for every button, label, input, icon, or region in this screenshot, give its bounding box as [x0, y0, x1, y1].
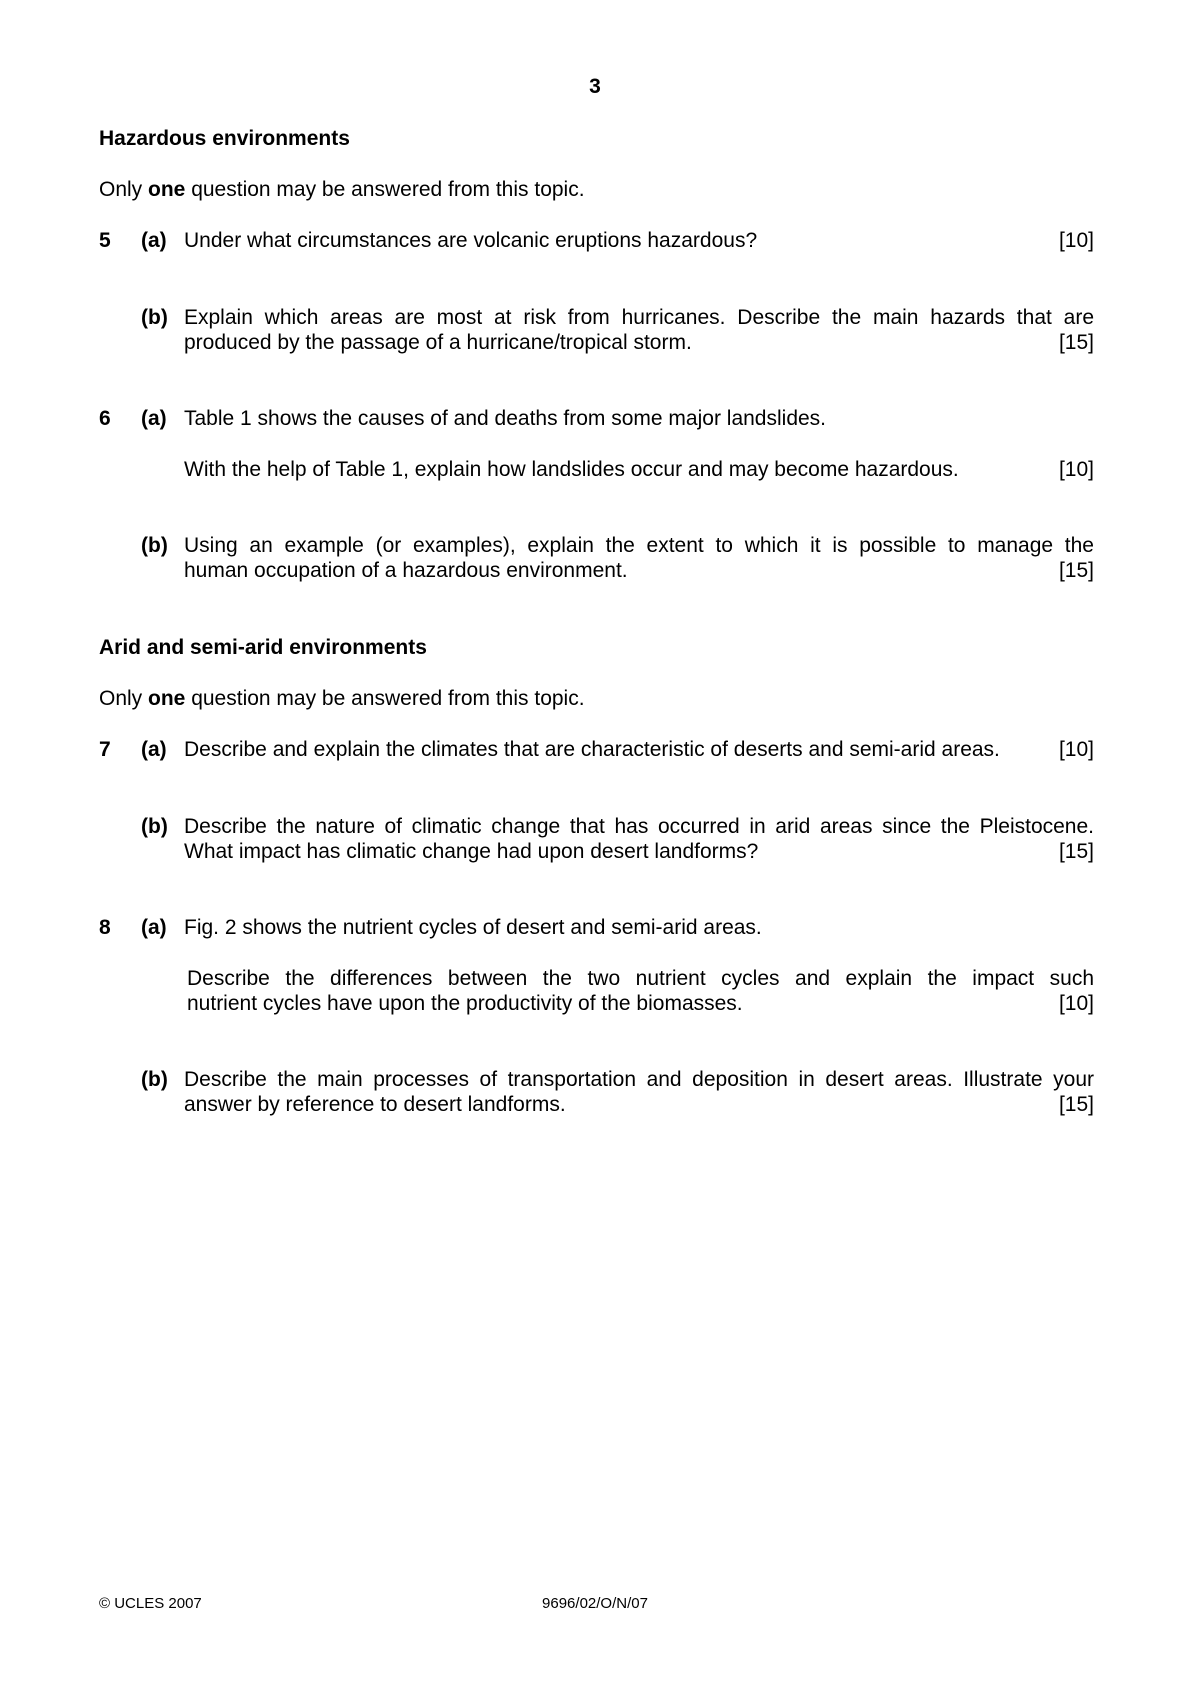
question-text: Describe the nature of climatic change that has occurred in arid areas since the Pleistocene. [184, 815, 1094, 838]
question-5a [184, 228, 1094, 253]
question-text: Using an example (or examples), explain the extent to which it is possible to manage the [184, 534, 1094, 557]
question-text: Describe the main processes of transportation and deposition in desert areas. Illustrate your [184, 1068, 1094, 1091]
intro-text: question may be answered from this topic. [185, 178, 585, 201]
part-label: (b) [141, 306, 168, 329]
question-6a-stem: Table 1 shows the causes of and deaths from some major landslides. [184, 407, 827, 430]
intro-text: Only [99, 178, 149, 201]
part-label: (b) [141, 815, 168, 838]
question-8b [184, 1067, 1094, 1117]
question-5b [184, 305, 1094, 355]
question-text: With the help of Table 1, explain how landslides occur and may become hazardous. [184, 458, 959, 481]
part-label: (a) [141, 916, 167, 939]
marks: [10] [1058, 458, 1094, 481]
question-8a [187, 966, 1094, 1016]
marks: [10] [1058, 992, 1094, 1015]
marks: [10] [1058, 229, 1094, 252]
question-number: 8 [99, 916, 111, 939]
part-label: (a) [141, 738, 167, 761]
question-text: human occupation of a hazardous environment. [184, 559, 628, 582]
footer-copyright: © UCLES 2007 [99, 1595, 202, 1612]
question-text: nutrient cycles have upon the productivity of the biomasses. [187, 992, 743, 1015]
intro-emphasis: one [148, 178, 186, 201]
page-number: 3 [589, 75, 601, 98]
question-text: What impact has climatic change had upon desert landforms? [184, 840, 759, 863]
question-number: 6 [99, 407, 111, 430]
footer-code: 9696/02/O/N/07 [542, 1595, 648, 1612]
question-text: Describe and explain the climates that are characteristic of deserts and semi-arid areas. [184, 738, 1000, 761]
marks: [15] [1058, 331, 1094, 354]
intro-text: Only [99, 687, 149, 710]
question-8a-stem: Fig. 2 shows the nutrient cycles of desert and semi-arid areas. [184, 916, 762, 939]
marks: [15] [1058, 840, 1094, 863]
question-text: answer by reference to desert landforms. [184, 1093, 566, 1116]
part-label: (a) [141, 407, 167, 430]
section-intro [99, 686, 585, 711]
part-label: (b) [141, 1068, 168, 1091]
marks: [15] [1058, 559, 1094, 582]
question-7a [184, 737, 1094, 762]
marks: [10] [1058, 738, 1094, 761]
intro-emphasis: one [148, 687, 186, 710]
question-6b [184, 533, 1094, 583]
part-label: (a) [141, 229, 167, 252]
intro-text: question may be answered from this topic. [185, 687, 585, 710]
question-text: Describe the differences between the two nutrient cycles and explain the impact such [187, 967, 1094, 990]
part-label: (b) [141, 534, 168, 557]
marks: [15] [1058, 1093, 1094, 1116]
question-number: 7 [99, 738, 111, 761]
question-7b [184, 814, 1094, 864]
question-text: produced by the passage of a hurricane/tropical storm. [184, 331, 692, 354]
question-text: Under what circumstances are volcanic eruptions hazardous? [184, 229, 758, 252]
section-intro [99, 177, 585, 202]
question-text: Explain which areas are most at risk from hurricanes. Describe the main hazards that are [184, 306, 1094, 329]
section-heading-hazardous: Hazardous environments [99, 127, 350, 150]
question-number: 5 [99, 229, 111, 252]
question-6a [184, 457, 1094, 482]
section-heading-arid: Arid and semi-arid environments [99, 636, 427, 659]
